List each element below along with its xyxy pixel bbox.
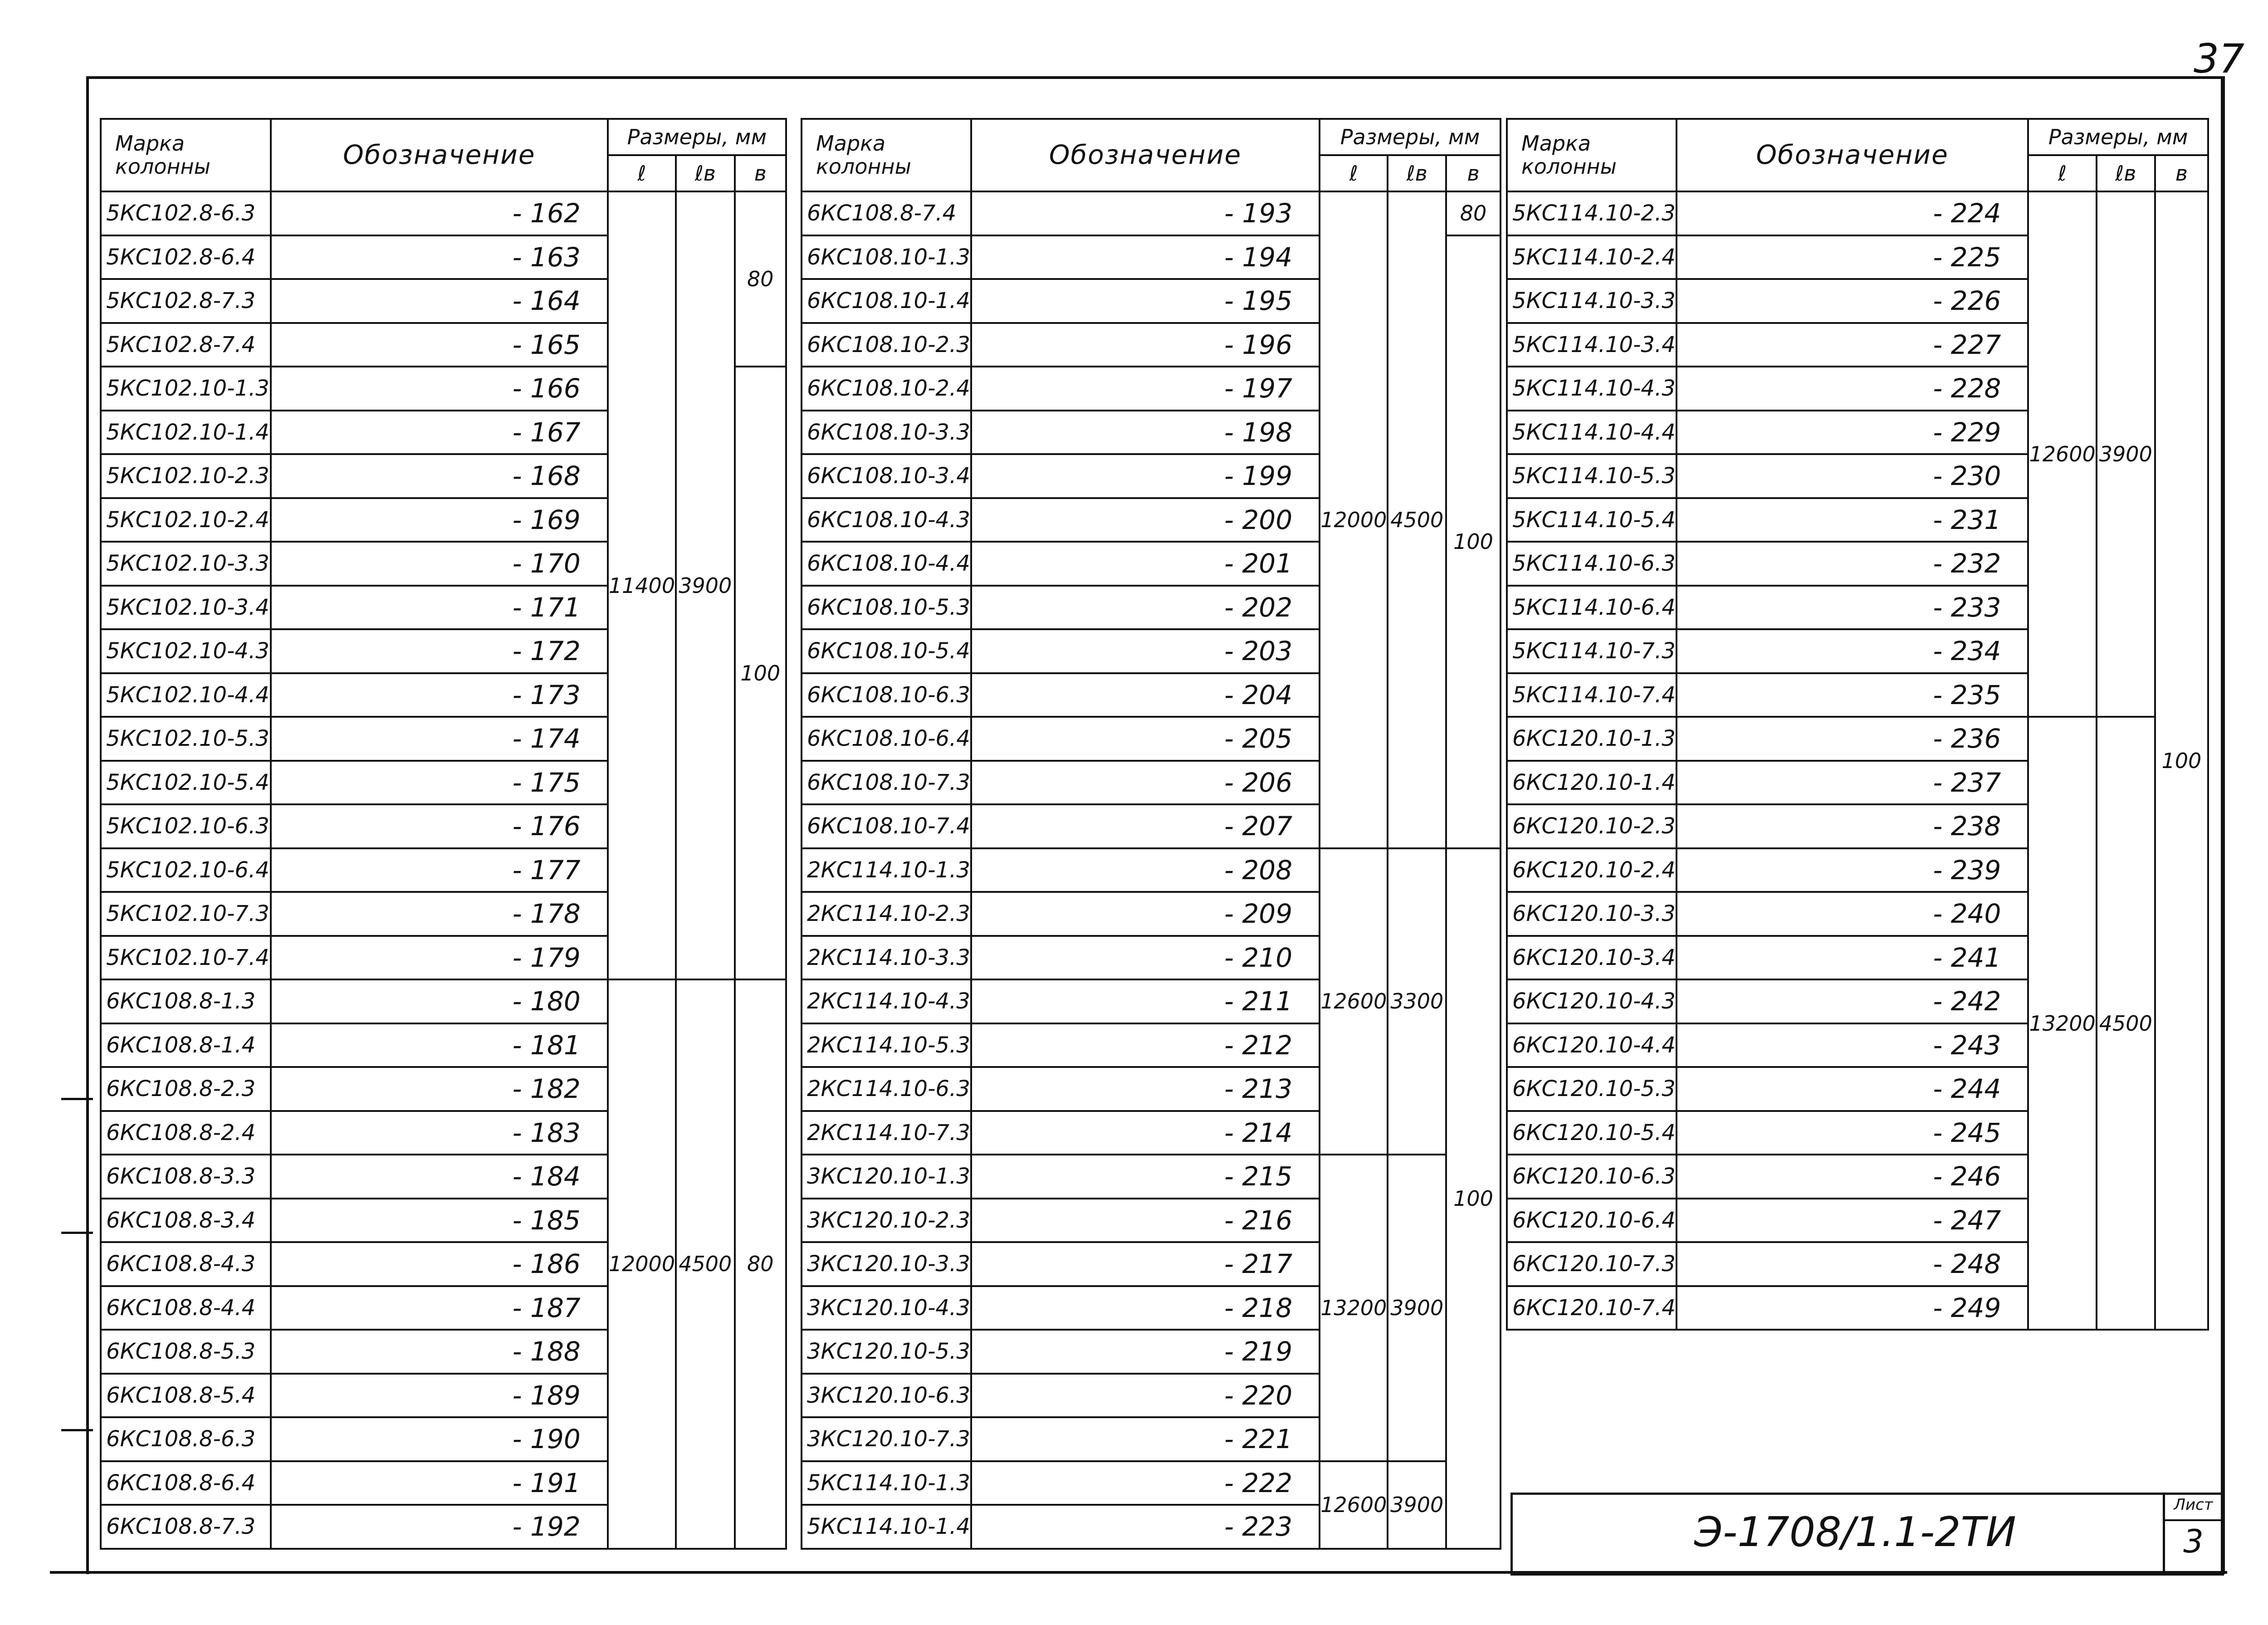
table-cell-mark: 2КС114.10-3.3 <box>802 936 971 980</box>
table-cell-mark: 5КС114.10-1.4 <box>802 1505 971 1549</box>
table-cell-designation: - 176 <box>271 804 608 848</box>
header-designation: Обозначение <box>1677 119 2028 191</box>
table-cell-designation: - 165 <box>271 323 608 367</box>
dim-lv: 3900 <box>2097 191 2155 717</box>
dim-b: 80 <box>735 979 787 1549</box>
table-cell-mark: 3КС120.10-4.3 <box>802 1286 971 1330</box>
table-cell-designation: - 240 <box>1677 892 2028 936</box>
table-cell-mark: 5КС114.10-7.4 <box>1507 673 1677 717</box>
table-cell-designation: - 214 <box>971 1111 1320 1155</box>
table-cell-designation: - 218 <box>971 1286 1320 1330</box>
table-cell-designation: - 185 <box>271 1199 608 1243</box>
table-cell-mark: 6КС120.10-1.3 <box>1507 717 1677 761</box>
table-cell-designation: - 186 <box>271 1242 608 1286</box>
table-cell-mark: 6КС108.8-5.3 <box>101 1330 271 1374</box>
table-cell-designation: - 184 <box>271 1155 608 1199</box>
table-cell-mark: 5КС114.10-5.3 <box>1507 454 1677 498</box>
dim-b: 100 <box>735 367 787 979</box>
dim-lv: 3900 <box>1388 1155 1446 1461</box>
table-cell-designation: - 246 <box>1677 1155 2028 1199</box>
table-cell-mark: 3КС120.10-2.3 <box>802 1199 971 1243</box>
table-cell-designation: - 178 <box>271 892 608 936</box>
dim-lv: 3900 <box>676 191 734 979</box>
table-cell-designation: - 194 <box>971 235 1320 279</box>
table-cell-designation: - 216 <box>971 1199 1320 1243</box>
table-cell-designation: - 198 <box>971 411 1320 455</box>
table-cell-designation: - 164 <box>271 279 608 323</box>
table-cell-designation: - 232 <box>1677 542 2028 586</box>
table-cell-mark: 6КС120.10-1.4 <box>1507 761 1677 805</box>
table-cell-designation: - 204 <box>971 673 1320 717</box>
table-cell-designation: - 183 <box>271 1111 608 1155</box>
table-cell-designation: - 208 <box>971 848 1320 892</box>
binding-tick-mark <box>61 1429 93 1431</box>
table-cell-mark: 2КС114.10-2.3 <box>802 892 971 936</box>
table-cell-designation: - 191 <box>271 1461 608 1505</box>
dim-l: 12600 <box>2028 191 2096 717</box>
table-cell-mark: 6КС120.10-2.4 <box>1507 848 1677 892</box>
table-cell-mark: 6КС108.10-2.4 <box>802 367 971 411</box>
table-cell-mark: 6КС108.10-5.4 <box>802 629 971 673</box>
table-cell-mark: 6КС120.10-4.3 <box>1507 979 1677 1023</box>
table-cell-mark: 5КС102.10-6.4 <box>101 848 271 892</box>
table-cell-designation: - 244 <box>1677 1067 2028 1111</box>
binding-tick-mark <box>61 1098 93 1100</box>
table-cell-mark: 6КС108.10-2.3 <box>802 323 971 367</box>
table-cell-mark: 6КС108.8-4.4 <box>101 1286 271 1330</box>
table-cell-designation: - 188 <box>271 1330 608 1374</box>
table-cell-designation: - 226 <box>1677 279 2028 323</box>
table-cell-designation: - 217 <box>971 1242 1320 1286</box>
header-l: ℓ <box>1320 155 1388 191</box>
dim-b: 80 <box>735 191 787 367</box>
table-cell-designation: - 195 <box>971 279 1320 323</box>
table-cell-mark: 6КС108.8-6.3 <box>101 1417 271 1461</box>
dim-b: 100 <box>2155 191 2208 1330</box>
table-cell-mark: 5КС102.8-7.4 <box>101 323 271 367</box>
header-sizes: Размеры, мм <box>608 119 786 155</box>
dim-l: 11400 <box>608 191 676 979</box>
table-cell-mark: 6КС108.8-1.3 <box>101 979 271 1023</box>
table-cell-designation: - 209 <box>971 892 1320 936</box>
dim-lv: 3900 <box>1388 1461 1446 1549</box>
header-b: в <box>1446 155 1501 191</box>
table-cell-designation: - 187 <box>271 1286 608 1330</box>
table-cell-mark: 6КС108.10-7.3 <box>802 761 971 805</box>
table-cell-designation: - 172 <box>271 629 608 673</box>
header-l: ℓ <box>2028 155 2096 191</box>
table-cell-mark: 6КС120.10-3.4 <box>1507 936 1677 980</box>
table-cell-mark: 6КС108.10-6.3 <box>802 673 971 717</box>
table-cell-mark: 6КС120.10-7.3 <box>1507 1242 1677 1286</box>
table-cell-designation: - 247 <box>1677 1199 2028 1243</box>
dim-l: 12600 <box>1320 1461 1388 1549</box>
table-cell-designation: - 192 <box>271 1505 608 1549</box>
table-cell-designation: - 190 <box>271 1417 608 1461</box>
table-cell-designation: - 173 <box>271 673 608 717</box>
table-cell-mark: 5КС114.10-2.4 <box>1507 235 1677 279</box>
table-cell-mark: 5КС102.10-6.3 <box>101 804 271 848</box>
table-cell-mark: 6КС108.8-2.3 <box>101 1067 271 1111</box>
table-cell-designation: - 243 <box>1677 1023 2028 1067</box>
table-cell-designation: - 233 <box>1677 586 2028 630</box>
table-cell-mark: 5КС102.10-5.4 <box>101 761 271 805</box>
table-cell-designation: - 163 <box>271 235 608 279</box>
table-cell-mark: 5КС102.8-6.4 <box>101 235 271 279</box>
table-cell-mark: 5КС102.10-3.3 <box>101 542 271 586</box>
table-cell-designation: - 245 <box>1677 1111 2028 1155</box>
table-cell-mark: 6КС108.10-3.4 <box>802 454 971 498</box>
dim-l: 13200 <box>2028 717 2096 1330</box>
header-mark: Марка колонны <box>802 119 971 191</box>
table-cell-mark: 5КС102.10-4.3 <box>101 629 271 673</box>
dim-b: 100 <box>1446 848 1501 1549</box>
table-cell-mark: 6КС108.10-7.4 <box>802 804 971 848</box>
table-cell-designation: - 206 <box>971 761 1320 805</box>
table-cell-designation: - 231 <box>1677 498 2028 542</box>
table-cell-mark: 3КС120.10-7.3 <box>802 1417 971 1461</box>
dim-l: 13200 <box>1320 1155 1388 1461</box>
table-cell-mark: 3КС120.10-3.3 <box>802 1242 971 1286</box>
table-cell-designation: - 210 <box>971 936 1320 980</box>
table-cell-designation: - 170 <box>271 542 608 586</box>
table-cell-designation: - 237 <box>1677 761 2028 805</box>
header-mark: Марка колонны <box>1507 119 1677 191</box>
table-cell-mark: 3КС120.10-6.3 <box>802 1374 971 1418</box>
header-b: в <box>735 155 787 191</box>
table-cell-mark: 2КС114.10-7.3 <box>802 1111 971 1155</box>
table-cell-designation: - 224 <box>1677 191 2028 235</box>
table-cell-mark: 5КС114.10-7.3 <box>1507 629 1677 673</box>
table-cell-mark: 6КС108.10-1.4 <box>802 279 971 323</box>
table-cell-mark: 6КС108.10-5.3 <box>802 586 971 630</box>
table-cell-designation: - 242 <box>1677 979 2028 1023</box>
table-cell-designation: - 248 <box>1677 1242 2028 1286</box>
table-cell-designation: - 182 <box>271 1067 608 1111</box>
table-cell-designation: - 227 <box>1677 323 2028 367</box>
table-cell-mark: 5КС102.10-1.4 <box>101 411 271 455</box>
table-cell-mark: 5КС114.10-5.4 <box>1507 498 1677 542</box>
header-designation: Обозначение <box>271 119 608 191</box>
table-cell-mark: 5КС102.10-4.4 <box>101 673 271 717</box>
table-cell-mark: 5КС114.10-3.3 <box>1507 279 1677 323</box>
table-cell-designation: - 201 <box>971 542 1320 586</box>
columns-table-2 <box>801 118 1501 1550</box>
table-cell-mark: 5КС102.10-1.3 <box>101 367 271 411</box>
table-cell-mark: 6КС108.10-3.3 <box>802 411 971 455</box>
table-cell-mark: 6КС108.8-7.3 <box>101 1505 271 1549</box>
table-cell-mark: 5КС102.8-6.3 <box>101 191 271 235</box>
table-cell-designation: - 238 <box>1677 804 2028 848</box>
binding-tick-mark <box>61 1232 93 1234</box>
table-cell-designation: - 174 <box>271 717 608 761</box>
table-cell-designation: - 177 <box>271 848 608 892</box>
table-cell-designation: - 197 <box>971 367 1320 411</box>
table-cell-mark: 6КС120.10-4.4 <box>1507 1023 1677 1067</box>
table-cell-designation: - 205 <box>971 717 1320 761</box>
table-cell-designation: - 223 <box>971 1505 1320 1549</box>
table-cell-mark: 6КС108.8-6.4 <box>101 1461 271 1505</box>
table-cell-designation: - 222 <box>971 1461 1320 1505</box>
header-lv: ℓв <box>2097 155 2155 191</box>
header-l: ℓ <box>608 155 676 191</box>
table-cell-mark: 6КС120.10-5.3 <box>1507 1067 1677 1111</box>
table-cell-mark: 2КС114.10-5.3 <box>802 1023 971 1067</box>
table-cell-mark: 3КС120.10-1.3 <box>802 1155 971 1199</box>
table-cell-mark: 3КС120.10-5.3 <box>802 1330 971 1374</box>
table-cell-mark: 5КС114.10-2.3 <box>1507 191 1677 235</box>
table-cell-mark: 5КС102.10-7.4 <box>101 936 271 980</box>
table-cell-mark: 6КС108.8-5.4 <box>101 1374 271 1418</box>
table-cell-mark: 6КС108.8-3.3 <box>101 1155 271 1199</box>
table-cell-mark: 5КС102.10-2.3 <box>101 454 271 498</box>
table-cell-mark: 6КС108.8-2.4 <box>101 1111 271 1155</box>
dim-lv: 4500 <box>2097 717 2155 1330</box>
columns-table-3 <box>1506 118 2209 1331</box>
dim-lv: 3300 <box>1388 848 1446 1155</box>
table-cell-designation: - 203 <box>971 629 1320 673</box>
table-cell-designation: - 221 <box>971 1417 1320 1461</box>
dim-l: 12000 <box>608 979 676 1549</box>
table-cell-designation: - 239 <box>1677 848 2028 892</box>
table-cell-designation: - 220 <box>971 1374 1320 1418</box>
table-cell-designation: - 162 <box>271 191 608 235</box>
table-cell-mark: 5КС102.8-7.3 <box>101 279 271 323</box>
table-cell-mark: 2КС114.10-1.3 <box>802 848 971 892</box>
sheet-number: 3 <box>2183 1523 2204 1560</box>
table-cell-mark: 6КС120.10-5.4 <box>1507 1111 1677 1155</box>
table-cell-mark: 6КС108.8-1.4 <box>101 1023 271 1067</box>
header-lv: ℓв <box>676 155 734 191</box>
table-cell-designation: - 200 <box>971 498 1320 542</box>
table-cell-designation: - 235 <box>1677 673 2028 717</box>
table-cell-mark: 5КС114.10-6.3 <box>1507 542 1677 586</box>
table-cell-mark: 5КС114.10-3.4 <box>1507 323 1677 367</box>
table-cell-mark: 5КС102.10-3.4 <box>101 586 271 630</box>
table-cell-mark: 6КС120.10-7.4 <box>1507 1286 1677 1330</box>
table-cell-mark: 6КС108.10-6.4 <box>802 717 971 761</box>
table-cell-designation: - 169 <box>271 498 608 542</box>
header-sizes: Размеры, мм <box>1320 119 1501 155</box>
table-cell-designation: - 215 <box>971 1155 1320 1199</box>
table-cell-mark: 6КС108.8-4.3 <box>101 1242 271 1286</box>
header-mark: Марка колонны <box>101 119 271 191</box>
table-cell-designation: - 241 <box>1677 936 2028 980</box>
table-cell-mark: 2КС114.10-6.3 <box>802 1067 971 1111</box>
sheet-label: Лист <box>2165 1496 2222 1521</box>
dim-b: 100 <box>1446 235 1501 848</box>
table-cell-mark: 6КС108.8-3.4 <box>101 1199 271 1243</box>
table-cell-designation: - 230 <box>1677 454 2028 498</box>
table-cell-designation: - 228 <box>1677 367 2028 411</box>
table-cell-designation: - 199 <box>971 454 1320 498</box>
table-cell-designation: - 213 <box>971 1067 1320 1111</box>
table-cell-mark: 2КС114.10-4.3 <box>802 979 971 1023</box>
table-cell-mark: 6КС108.8-7.4 <box>802 191 971 235</box>
page-number: 37 <box>2194 35 2244 82</box>
header-sizes: Размеры, мм <box>2028 119 2208 155</box>
table-cell-mark: 6КС108.10-1.3 <box>802 235 971 279</box>
table-cell-mark: 5КС114.10-6.4 <box>1507 586 1677 630</box>
table-cell-designation: - 211 <box>971 979 1320 1023</box>
table-cell-designation: - 180 <box>271 979 608 1023</box>
table-cell-designation: - 166 <box>271 367 608 411</box>
dim-l: 12600 <box>1320 848 1388 1155</box>
dim-l: 12000 <box>1320 191 1388 848</box>
table-cell-mark: 5КС114.10-4.4 <box>1507 411 1677 455</box>
table-cell-designation: - 171 <box>271 586 608 630</box>
header-designation: Обозначение <box>971 119 1320 191</box>
table-cell-mark: 5КС102.10-2.4 <box>101 498 271 542</box>
table-cell-mark: 5КС114.10-4.3 <box>1507 367 1677 411</box>
table-cell-mark: 5КС102.10-5.3 <box>101 717 271 761</box>
document-code: Э-1708/1.1-2ТИ <box>1694 1508 2016 1556</box>
table-cell-designation: - 175 <box>271 761 608 805</box>
table-cell-designation: - 212 <box>971 1023 1320 1067</box>
table-cell-mark: 6КС108.10-4.4 <box>802 542 971 586</box>
dim-lv: 4500 <box>676 979 734 1549</box>
header-lv: ℓв <box>1388 155 1446 191</box>
table-cell-designation: - 167 <box>271 411 608 455</box>
table-cell-designation: - 189 <box>271 1374 608 1418</box>
table-cell-designation: - 229 <box>1677 411 2028 455</box>
table-cell-mark: 5КС114.10-1.3 <box>802 1461 971 1505</box>
table-cell-designation: - 249 <box>1677 1286 2028 1330</box>
table-cell-designation: - 234 <box>1677 629 2028 673</box>
table-cell-mark: 6КС120.10-6.3 <box>1507 1155 1677 1199</box>
table-cell-designation: - 193 <box>971 191 1320 235</box>
dim-b: 80 <box>1446 191 1501 235</box>
header-b: в <box>2155 155 2208 191</box>
dim-lv: 4500 <box>1388 191 1446 848</box>
sheet-box <box>2163 1495 2222 1573</box>
table-cell-designation: - 219 <box>971 1330 1320 1374</box>
table-cell-designation: - 179 <box>271 936 608 980</box>
table-cell-mark: 6КС120.10-6.4 <box>1507 1199 1677 1243</box>
table-cell-mark: 6КС120.10-2.3 <box>1507 804 1677 848</box>
table-cell-designation: - 225 <box>1677 235 2028 279</box>
table-cell-designation: - 196 <box>971 323 1320 367</box>
table-cell-designation: - 207 <box>971 804 1320 848</box>
table-cell-mark: 6КС108.10-4.3 <box>802 498 971 542</box>
title-block-stamp <box>1510 1493 2224 1576</box>
table-cell-mark: 6КС120.10-3.3 <box>1507 892 1677 936</box>
table-cell-designation: - 202 <box>971 586 1320 630</box>
columns-table-1 <box>100 118 787 1550</box>
table-cell-mark: 5КС102.10-7.3 <box>101 892 271 936</box>
table-cell-designation: - 181 <box>271 1023 608 1067</box>
table-cell-designation: - 168 <box>271 454 608 498</box>
table-cell-designation: - 236 <box>1677 717 2028 761</box>
